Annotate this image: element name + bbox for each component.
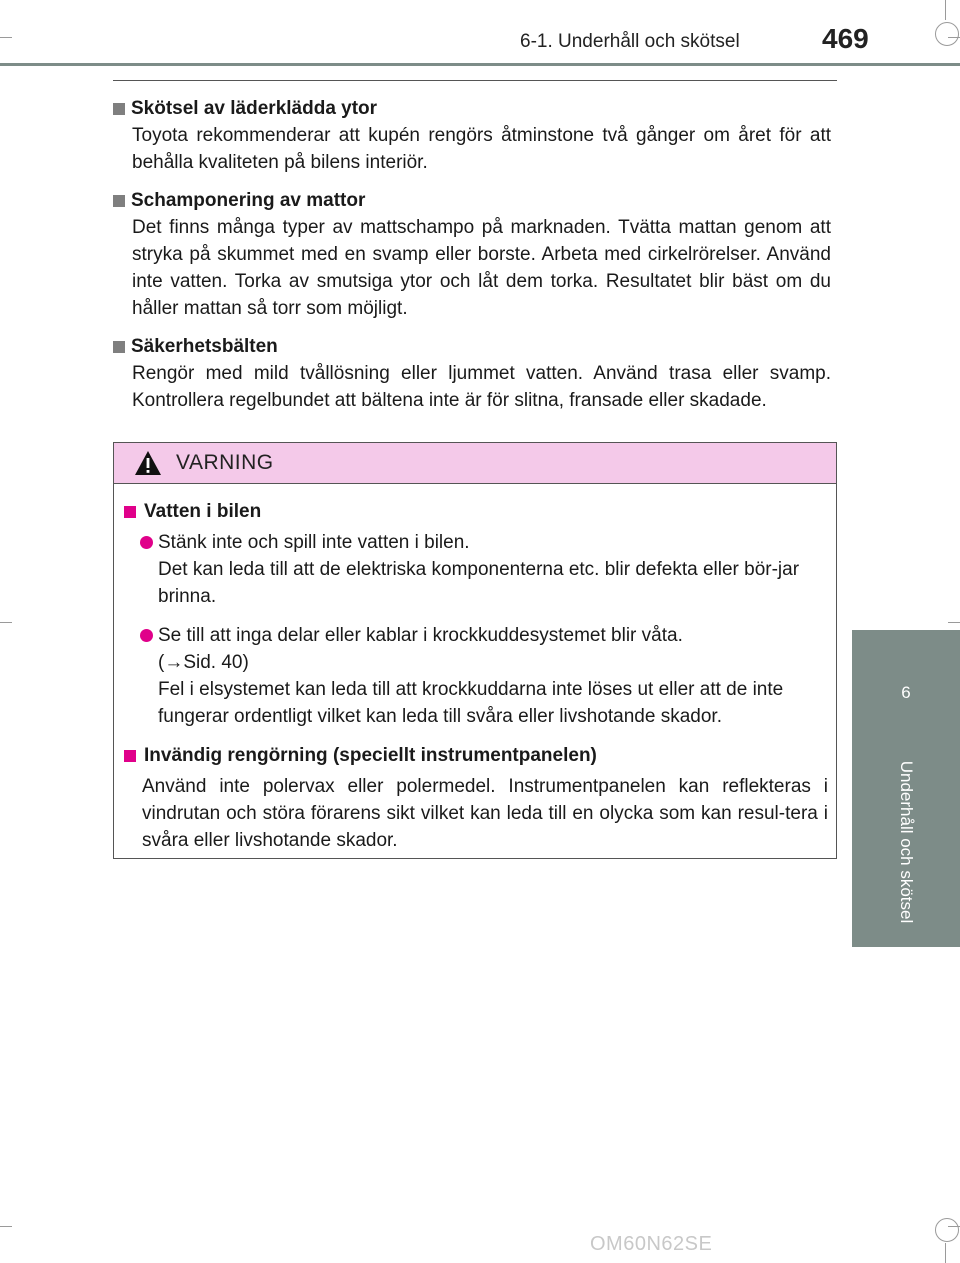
bullet-text: [158, 529, 828, 610]
content-top-rule: [113, 80, 837, 81]
warning-section-title-text: Invändig rengörning (speciellt instrumentpanelen): [144, 745, 597, 766]
section-label: 6-1. Underhåll och skötsel: [520, 31, 740, 52]
item-title: [113, 188, 831, 214]
bullet-line: Stänk inte och spill inte vatten i bilen.: [158, 532, 470, 553]
bullet-line: Fel i elsystemet kan leda till att krockkuddarna inte löses ut eller att de inte fungerar ordentligt vilket kan leda till svåra eller livshotande skador.: [158, 679, 784, 727]
item-title-text: Säkerhetsbälten: [131, 336, 278, 357]
page-reference: (→Sid. 40): [158, 652, 249, 673]
square-bullet-icon: [124, 750, 136, 762]
warning-section-title: [124, 742, 828, 769]
bullet-text: [158, 622, 828, 730]
item-text: Toyota rekommenderar att kupén rengörs åtminstone två gånger om året för att behålla kvaliteten på bilens interiör.: [132, 125, 831, 173]
chapter-number: 6: [901, 683, 911, 702]
item-title: [113, 96, 831, 122]
registration-mark: [935, 22, 959, 46]
crop-mark: [0, 1226, 12, 1227]
warning-body: [114, 484, 836, 854]
item-text: Rengör med mild tvållösning eller ljummet vatten. Använd trasa eller svamp. Kontrollera regelbundet att bältena inte är för slitna, fransade eller skadade.: [132, 363, 831, 411]
warning-box: [113, 442, 837, 859]
header-rule: [0, 63, 960, 66]
bullet-line: Det kan leda till att de elektriska komponenterna etc. blir defekta eller bör-jar brinna.: [158, 559, 800, 607]
list-item: [113, 96, 831, 176]
item-text: Det finns många typer av mattschampo på marknaden. Tvätta mattan genom att stryka på skummet med en svamp eller borste. Arbeta med cirkelrörelser. Använd inte vatten. Torka av smutsiga ytor och låt dem torka. Resultatet blir bäst om du håller mattan så torr som möjligt.: [132, 217, 831, 319]
list-item: [113, 334, 831, 414]
chapter-title: Underhåll och skötsel: [897, 760, 916, 924]
item-title: [113, 334, 831, 360]
warning-header: [114, 443, 836, 484]
square-bullet-icon: [113, 341, 125, 353]
square-bullet-icon: [113, 195, 125, 207]
item-title-text: Skötsel av läderklädda ytor: [131, 98, 378, 119]
warning-bullet: [140, 622, 828, 730]
list-item: [113, 188, 831, 322]
crop-mark: [945, 1243, 946, 1263]
warning-text: Använd inte polervax eller polermedel. Instrumentpanelen kan reflekteras i vindrutan och störa förarens sikt vilket kan leda till en olycka som kan resul-tera i svåra eller livshotande skador.: [142, 776, 828, 851]
warning-section-title-text: Vatten i bilen: [144, 501, 262, 522]
crop-mark: [948, 622, 960, 623]
round-bullet-icon: [140, 629, 153, 642]
crop-mark: [945, 0, 946, 20]
bullet-line: Se till att inga delar eller kablar i krockkuddesystemet blir våta.: [158, 625, 683, 646]
watermark-text: OM60N62SE: [590, 1233, 713, 1255]
registration-mark: [935, 1218, 959, 1242]
warning-triangle-icon: [134, 450, 162, 476]
content-body: [113, 96, 831, 426]
warning-title: VARNING: [176, 451, 274, 474]
round-bullet-icon: [140, 536, 153, 549]
warning-section-title: [124, 498, 828, 525]
crop-mark: [0, 37, 12, 38]
warning-bullet: [140, 529, 828, 610]
crop-mark: [0, 622, 12, 623]
page-number: 469: [822, 23, 869, 54]
square-bullet-icon: [124, 506, 136, 518]
square-bullet-icon: [113, 103, 125, 115]
item-title-text: Schamponering av mattor: [131, 190, 366, 211]
